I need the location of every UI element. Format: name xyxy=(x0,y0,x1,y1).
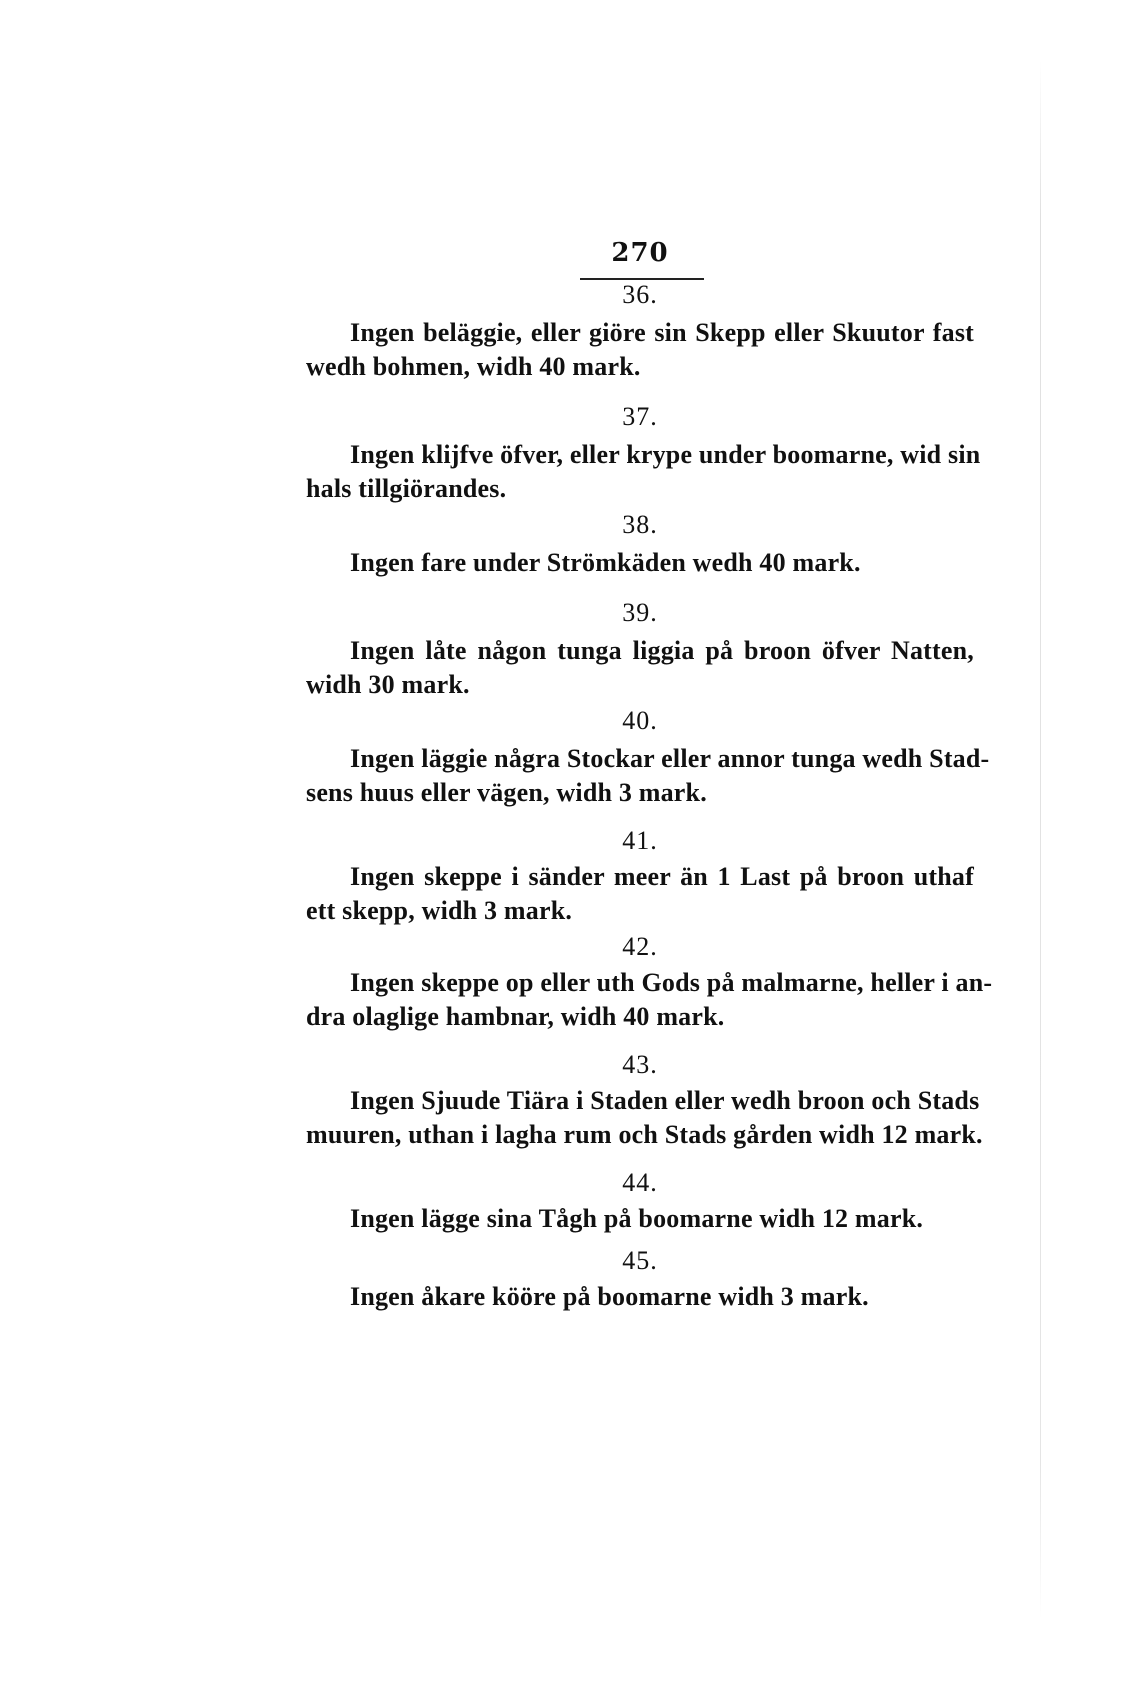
section-number: 43. xyxy=(622,1050,658,1079)
section-text-line: muuren, uthan i lagha rum och Stads gården widh 12 mark. xyxy=(306,1120,983,1149)
section-text-line: Ingen fare under Strömkäden wedh 40 mark. xyxy=(350,548,861,577)
section-number: 41. xyxy=(622,826,658,855)
page-number: 270 xyxy=(611,238,669,268)
section-number: 39. xyxy=(622,598,658,627)
section-number: 40. xyxy=(622,706,658,735)
section-text-line: Ingen lägge sina Tågh på boomarne widh 12 mark. xyxy=(350,1204,924,1233)
section-number: 38. xyxy=(622,510,658,539)
section-text-line: ett skepp, widh 3 mark. xyxy=(306,896,573,925)
section-text-line: sens huus eller vägen, widh 3 mark. xyxy=(306,778,707,807)
section-text-line: dra olaglige hambnar, widh 40 mark. xyxy=(306,1002,725,1031)
section-text-line: wedh bohmen, widh 40 mark. xyxy=(306,352,641,381)
section-number: 37. xyxy=(622,402,658,431)
section-text-line: Ingen klijfve öfver, eller krype under boomarne, wid sin xyxy=(350,440,981,469)
section-text-line: widh 30 mark. xyxy=(306,670,470,699)
section-number: 44. xyxy=(622,1168,658,1197)
section-text-line: Ingen beläggie, eller giöre sin Skepp eller Skuutor fast xyxy=(350,318,974,347)
section-text-line: Ingen åkare kööre på boomarne widh 3 mark. xyxy=(350,1282,869,1311)
section-number: 45. xyxy=(622,1246,658,1275)
section-text-line: Ingen Sjuude Tiära i Staden eller wedh broon och Stads xyxy=(350,1086,980,1115)
section-text-line: Ingen låte någon tunga liggia på broon öfver Natten, xyxy=(350,636,974,665)
section-text-line: Ingen skeppe op eller uth Gods på malmarne, heller i an- xyxy=(350,968,993,997)
section-number: 36. xyxy=(622,280,658,309)
section-text-line: Ingen läggie några Stockar eller annor tunga wedh Stad- xyxy=(350,744,990,773)
section-number: 42. xyxy=(622,932,658,961)
scan-edge-line xyxy=(1040,60,1041,1620)
section-text-line: Ingen skeppe i sänder meer än 1 Last på broon uthaf xyxy=(350,862,974,891)
section-text-line: hals tillgiörandes. xyxy=(306,474,507,503)
